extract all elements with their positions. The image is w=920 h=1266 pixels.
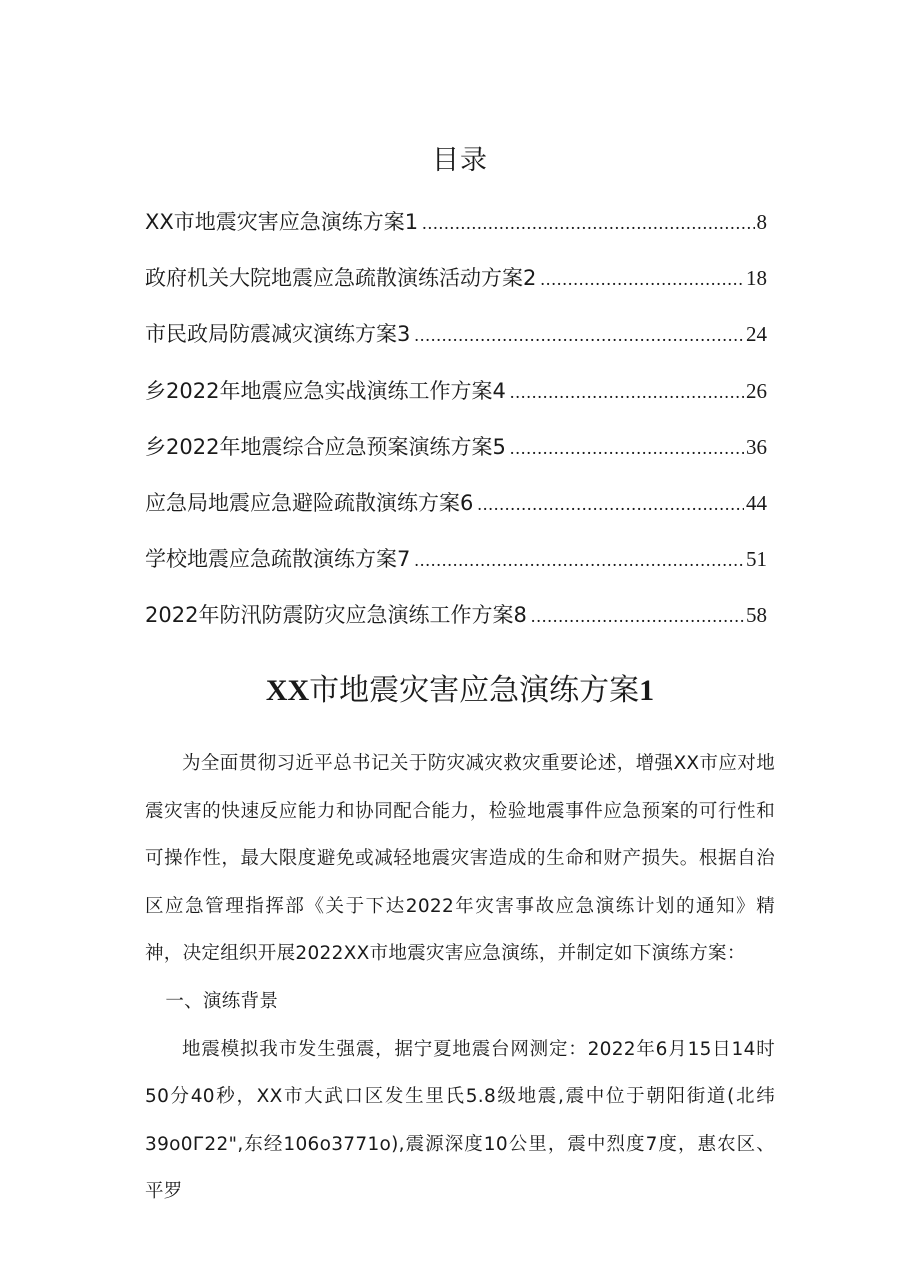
toc-entry-title: 乡2022年地震应急实战演练工作方案4 [145, 378, 506, 403]
toc-dot-leader [510, 420, 744, 476]
toc-entry-title: 市民政局防震减灾演练方案3 [145, 322, 411, 347]
section-heading: 一、演练背景 [165, 990, 279, 1012]
toc-list [145, 194, 767, 644]
toc-entry-page: 51 [746, 547, 767, 572]
toc-entry-page: 24 [746, 322, 767, 347]
toc-entry[interactable] [145, 475, 767, 531]
toc-dot-leader [414, 307, 744, 363]
intro-paragraph: 为全面贯彻习近平总书记关于防灾减灾救灾重要论述，增强XX市应对地震灾害的快速反应能力和协同配合能力，检验地震事件应急预案的可行性和可操作性，最大限度避免或减轻地震灾害造成的生命和财产损失。根据自治区应急管理指挥部《关于下达2022年灾害事故应急演练计划的通知》精神，决定组织开展2022XX市地震灾害应急演练，并制定如下演练方案： [145, 753, 775, 965]
toc-dot-leader [414, 532, 744, 588]
section-paragraph: 地震模拟我市发生强震，据宁夏地震台网测定：2022年6月15日14时50分40秒，XX市大武口区发生里氏5.8级地震,震中位于朝阳街道(北纬39o0Г22",东经106o3771o),震源深度10公里，震中烈度7度，惠农区、平罗 [145, 1038, 775, 1203]
toc-entry-title: 应急局地震应急避险疏散演练方案6 [145, 490, 474, 515]
toc-entry-page: 26 [746, 378, 767, 403]
document-title [0, 665, 920, 709]
toc-entry[interactable] [145, 587, 767, 643]
toc-dot-leader [531, 588, 744, 644]
toc-entry[interactable] [145, 531, 767, 587]
toc-entry-page: 18 [746, 266, 767, 291]
toc-entry-title: XX市地震灾害应急演练方案1 [145, 210, 419, 234]
toc-entry[interactable] [145, 250, 767, 306]
toc-entry-title: 学校地震应急疏散演练方案7 [145, 547, 411, 572]
toc-entry[interactable] [145, 194, 767, 250]
toc-entry[interactable] [145, 363, 767, 419]
toc-entry-title: 政府机关大院地震应急疏散演练活动方案2 [145, 266, 537, 291]
document-title-main: 市地震灾害应急演练方案 [309, 673, 640, 708]
toc-entry-page: 8 [756, 210, 767, 234]
toc-entry[interactable] [145, 306, 767, 362]
document-title-number: 1 [639, 674, 655, 707]
toc-entry-title: 乡2022年地震综合应急预案演练方案5 [145, 434, 506, 459]
toc-dot-leader [422, 195, 754, 251]
toc-entry-page: 36 [746, 434, 767, 459]
toc-entry[interactable] [145, 419, 767, 475]
toc-entry-page: 58 [746, 603, 767, 628]
toc-dot-leader [540, 251, 744, 307]
toc-title: 目录 [432, 145, 488, 176]
toc-entry-title: 2022年防汛防震防灾应急演练工作方案8 [145, 603, 527, 628]
document-body [145, 740, 775, 1216]
document-title-prefix: XX [265, 674, 310, 707]
toc-dot-leader [510, 364, 744, 420]
toc-dot-leader [477, 476, 744, 532]
toc-entry-page: 44 [746, 490, 767, 515]
